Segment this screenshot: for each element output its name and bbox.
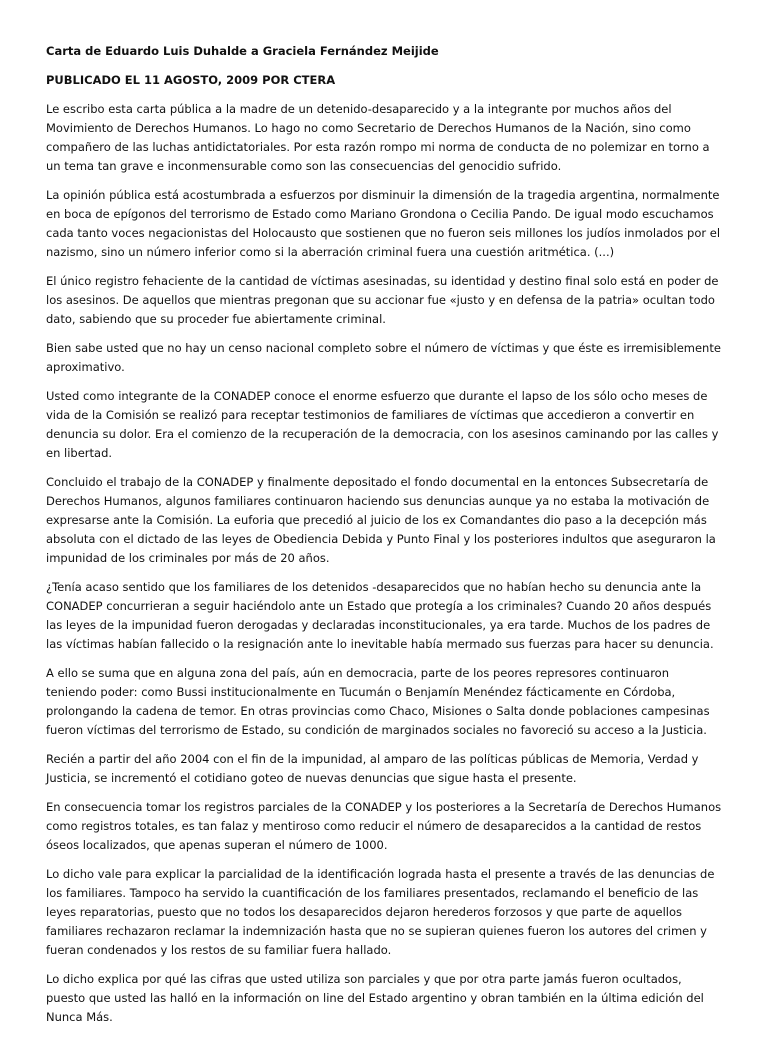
paragraph: El único registro fehaciente de la cantidad de víctimas asesinadas, su identidad y destino final solo está en poder de los asesinos. De aquellos que mientras pregonan que su accionar fue «justo y en defensa de la patria» ocultan todo dato, sabiendo que su proceder fue abiertamente criminal. xyxy=(46,274,719,326)
paragraph: Le escribo esta carta pública a la madre de un detenido-desaparecido y a la integrante por muchos años del Movimiento de Derechos Humanos. Lo hago no como Secretario de Derechos Humanos de la Nación, sino como compañero de las luchas antidictatoriales. Por esta razón rompo mi norma de conducta de no polemizar en torno a un tema tan grave e inconmensurable como son las consecuencias del genocidio sufrido. xyxy=(46,102,710,173)
paragraph: ¿Tenía acaso sentido que los familiares de los detenidos -desaparecidos que no habían hecho su denuncia ante la CONADEP concurrieran a seguir haciéndolo ante un Estado que protegía a los criminales? Cuando 20 años después las leyes de la impunidad fueron derogadas y declaradas inconstitucionales, ya era tarde. Muchos de los padres de las víctimas habían fallecido o la resignación ante lo inevitable había mermado sus fuerzas para hacer su denuncia. xyxy=(46,580,714,651)
paragraph: Lo dicho vale para explicar la parcialidad de la identificación lograda hasta el presente a través de las denuncias de los familiares. Tampoco ha servido la cuantificación de los familiares presentados, reclamando el beneficio de las leyes reparatorias, puesto que no todos los desaparecidos dejaron herederos forzosos y que parte de aquellos familiares rechazaron reclamar la indemnización hasta que no se supieran quienes fueron los autores del crimen y fueran condenados y los restos de su familiar fuera hallado. xyxy=(46,867,715,957)
paragraph: A ello se suma que en alguna zona del país, aún en democracia, parte de los peores represores continuaron teniendo poder: como Bussi institucionalmente en Tucumán o Benjamín Menéndez fácticamente en Córdoba, prolongando la cadena de temor. En otras provincias como Chaco, Misiones o Salta donde poblaciones campesinas fueron víctimas del terrorismo de Estado, su condición de marginados sociales no favoreció su acceso a la Justicia. xyxy=(46,666,710,737)
paragraph: En consecuencia tomar los registros parciales de la CONADEP y los posteriores a la Secretaría de Derechos Humanos como registros totales, es tan falaz y mentiroso como reducir el número de desaparecidos a la cantidad de restos óseos localizados, que apenas superan el número de 1000. xyxy=(46,800,722,852)
paragraph: Usted como integrante de la CONADEP conoce el enorme esfuerzo que durante el lapso de los sólo ocho meses de vida de la Comisión se realizó para receptar testimonios de familiares de víctimas que accedieron a convertir en denuncia su dolor. Era el comienzo de la recuperación de la democracia, con los asesinos caminando por las calles y en libertad. xyxy=(46,389,719,460)
document-page xyxy=(46,42,722,1037)
paragraph: La opinión pública está acostumbrada a esfuerzos por disminuir la dimensión de la tragedia argentina, normalmente en boca de epígonos del terrorismo de Estado como Mariano Grondona o Cecilia Pando. De igual modo escuchamos cada tanto voces negacionistas del Holocausto que sostienen que no fueron seis millones los judíos inmolados por el nazismo, sino un número inferior como si la aberración criminal fuera una cuestión aritmética. (...) xyxy=(46,188,721,259)
paragraph: Bien sabe usted que no hay un censo nacional completo sobre el número de víctimas y que éste es irremisiblemente aproximativo. xyxy=(46,341,721,374)
paragraph: Lo dicho explica por qué las cifras que usted utiliza son parciales y que por otra parte jamás fueron ocultados, puesto que usted las halló en la información on line del Estado argentino y obran también en la última edición del Nunca Más. xyxy=(46,972,704,1024)
paragraph: Recién a partir del año 2004 con el fin de la impunidad, al amparo de las políticas públicas de Memoria, Verdad y Justicia, se incrementó el cotidiano goteo de nuevas denuncias que sigue hasta el presente. xyxy=(46,752,699,785)
paragraph: Concluido el trabajo de la CONADEP y finalmente depositado el fondo documental en la entonces Subsecretaría de Derechos Humanos, algunos familiares continuaron haciendo sus denuncias aunque ya no estaba la motivación de expresarse ante la Comisión. La euforia que precedió al juicio de los ex Comandantes dio paso a la decepción más absoluta con el dictado de las leyes de Obediencia Debida y Punto Final y los posteriores indultos que aseguraron la impunidad de los criminales por más de 20 años. xyxy=(46,475,716,565)
document-title: Carta de Eduardo Luis Duhalde a Graciela Fernández Meijide xyxy=(46,44,439,58)
publication-date: PUBLICADO EL 11 AGOSTO, 2009 POR CTERA xyxy=(46,73,336,87)
